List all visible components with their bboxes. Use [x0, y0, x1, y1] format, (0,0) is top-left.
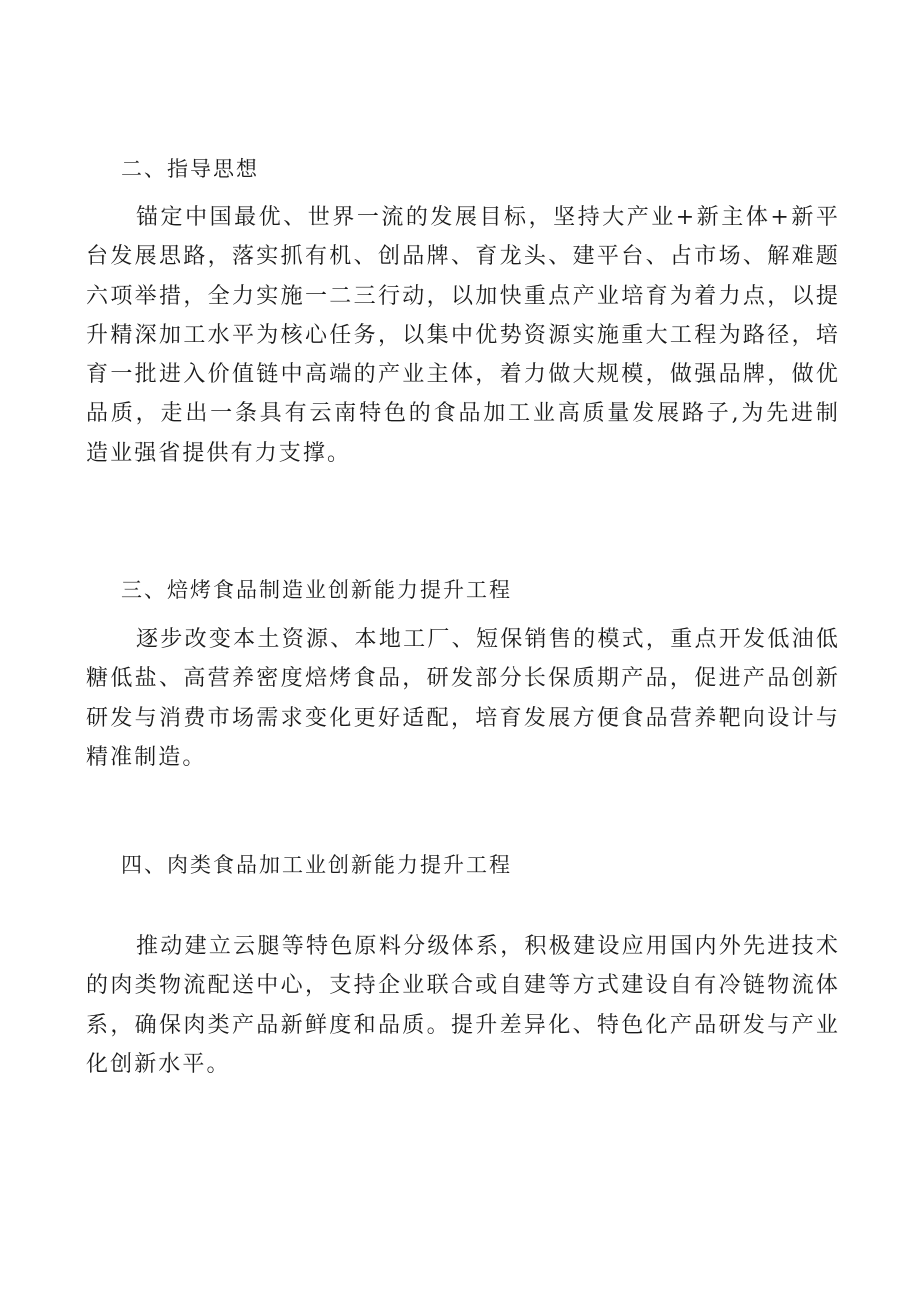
section-body-guiding-ideology: 锚定中国最优、世界一流的发展目标，坚持大产业+新主体+新平台发展思路，落实抓有机、创品牌、育龙头、建平台、占市场、解难题六项举措，全力实施一二三行动，以加快重点产业培育为着力点，以提升精深加工水平为核心任务，以集中优势资源实施重大工程为路径，培育一批进入价值链中高端的产业主体，着力做大规模，做强品牌，做优品质，走出一条具有云南特色的食品加工业高质量发展路子,为先进制造业强省提供有力支撑。	[86, 205, 840, 466]
section-body-meat-innovation: 推动建立云腿等特色原料分级体系，积极建设应用国内外先进技术的肉类物流配送中心，支持企业联合或自建等方式建设自有冷链物流体系，确保肉类产品新鲜度和品质。提升差异化、特色化产品研发与产业化创新水平。	[86, 934, 840, 1077]
section-heading-guiding-ideology: 二、指导思想	[121, 157, 259, 181]
section-heading-bakery-innovation: 三、焙烤食品制造业创新能力提升工程	[121, 578, 512, 602]
section-heading-meat-innovation: 四、肉类食品加工业创新能力提升工程	[121, 853, 512, 877]
section-body-bakery-innovation: 逐步改变本土资源、本地工厂、短保销售的模式，重点开发低油低糖低盐、高营养密度焙烤食品，研发部分长保质期产品，促进产品创新研发与消费市场需求变化更好适配，培育发展方便食品营养靶向设计与精准制造。	[86, 627, 840, 770]
